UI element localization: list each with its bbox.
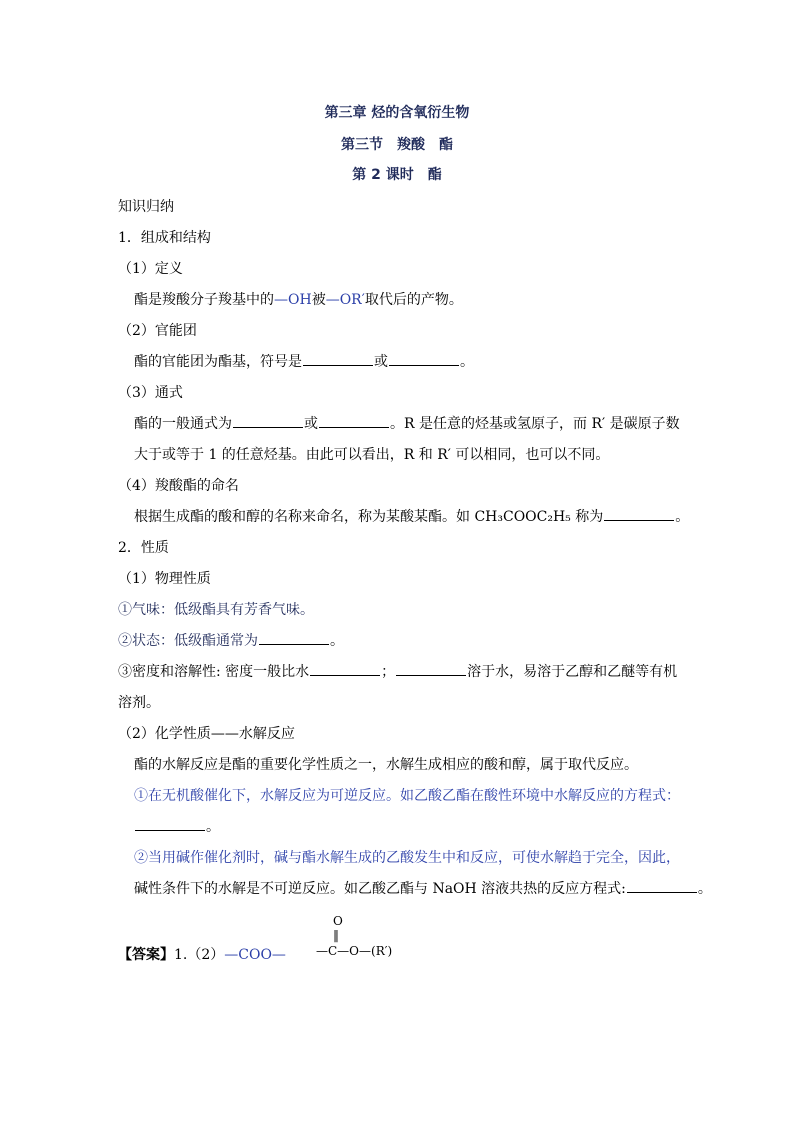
state-text bbox=[118, 632, 344, 650]
base-hydrolysis-text-b: 碱性条件下的水解是不可逆反应。如乙酸乙酯与 NaOH 溶液共热的反应方程式: bbox=[134, 881, 626, 897]
fg-text-c: 。 bbox=[460, 354, 474, 370]
gf-text-b: 或 bbox=[304, 416, 318, 432]
density-text bbox=[118, 663, 677, 681]
hydrolysis-text: 酯的水解反应是酯的重要化学性质之一，水解生成相应的酸和醇，属于取代反应。 bbox=[134, 757, 638, 773]
ester-formula-oxygen: O bbox=[333, 914, 343, 928]
ester-formula-chain: —C—O—(R′) bbox=[316, 944, 393, 958]
state-text-b: 。 bbox=[330, 633, 344, 649]
sub-heading-physical: （1）物理性质 bbox=[118, 571, 211, 587]
general-formula-text bbox=[134, 415, 680, 433]
gf-text-a: 酯的一般通式为 bbox=[134, 416, 232, 432]
fill-blank[interactable] bbox=[233, 415, 303, 428]
fill-blank[interactable] bbox=[396, 663, 466, 676]
acid-hydrolysis-blank bbox=[134, 818, 220, 836]
fill-blank[interactable] bbox=[319, 415, 389, 428]
fg-text-b: 或 bbox=[374, 354, 388, 370]
sub-heading-naming: （4）羧酸酯的命名 bbox=[118, 478, 239, 494]
chapter-title: 第三章 烃的含氧衍生物 bbox=[324, 105, 470, 121]
definition-text-a: 酯是羧酸分子羧基中的 bbox=[134, 292, 274, 308]
section-title: 第三节 羧酸 酯 bbox=[341, 137, 453, 153]
answer-ester-group: —COO— bbox=[224, 947, 286, 963]
definition-text-b: 被 bbox=[311, 292, 326, 308]
section-2-heading: 2．性质 bbox=[118, 540, 169, 556]
fill-blank[interactable] bbox=[627, 880, 697, 893]
lesson-title: 第 2 课时 酯 bbox=[352, 167, 442, 183]
fill-blank[interactable] bbox=[259, 632, 329, 645]
density-text-a: ③密度和溶解性: 密度一般比水 bbox=[118, 664, 310, 680]
naming-text bbox=[134, 508, 689, 526]
answer-text: 1.（2） bbox=[174, 947, 225, 963]
oh-group: —OH bbox=[274, 292, 312, 308]
sub-heading-general-formula: （3）通式 bbox=[118, 385, 183, 401]
fill-blank[interactable] bbox=[135, 818, 205, 831]
base-hydrolysis-text: ②当用碱作催化剂时，碱与酯水解生成的乙酸发生中和反应，可使水解趋于完全，因此， bbox=[134, 850, 680, 866]
state-text-a: ②状态：低级酯通常为 bbox=[118, 633, 258, 649]
or-group: —OR′ bbox=[325, 292, 365, 308]
functional-group-text bbox=[134, 353, 474, 371]
general-formula-text-cont: 大于或等于 1 的任意烃基。由此可以看出，R 和 R′ 可以相同，也可以不同。 bbox=[134, 447, 610, 463]
sub-heading-definition: （1）定义 bbox=[118, 261, 183, 277]
gf-text-c: 。R 是任意的烃基或氢原子，而 R′ 是碳原子数 bbox=[390, 416, 680, 432]
density-text-cont: 溶剂。 bbox=[118, 695, 160, 711]
fill-blank[interactable] bbox=[310, 663, 380, 676]
ester-formula-double-bond: ‖ bbox=[333, 928, 339, 942]
sub-heading-chemical: （2）化学性质——水解反应 bbox=[118, 726, 295, 742]
density-text-b: ； bbox=[381, 664, 396, 680]
naming-text-a: 根据生成酯的酸和醇的名称来命名，称为某酸某酯。如 CH₃COOC₂H₅ 称为 bbox=[134, 509, 604, 525]
naming-text-b: 。 bbox=[675, 509, 690, 525]
fill-blank[interactable] bbox=[303, 353, 373, 366]
acid-hydrolysis-text: ①在无机酸催化下，水解反应为可逆反应。如乙酸乙酯在酸性环境中水解反应的方程式： bbox=[134, 788, 680, 804]
density-text-c: 溶于水，易溶于乙醇和乙醚等有机 bbox=[467, 664, 678, 680]
answer-label: 【答案】 bbox=[118, 947, 174, 963]
smell-text: ①气味：低级酯具有芳香气味。 bbox=[118, 602, 314, 618]
answer-line bbox=[118, 946, 286, 964]
acid-hydrolysis-end: 。 bbox=[206, 819, 220, 835]
section-1-heading: 1．组成和结构 bbox=[118, 230, 211, 246]
base-hydrolysis-end: 。 bbox=[697, 881, 712, 897]
fill-blank[interactable] bbox=[389, 353, 459, 366]
sub-heading-functional-group: （2）官能团 bbox=[118, 323, 197, 339]
intro-heading: 知识归纳 bbox=[118, 199, 174, 215]
definition-text bbox=[134, 291, 463, 309]
base-hydrolysis-text-cont bbox=[134, 880, 712, 898]
definition-text-c: 取代后的产物。 bbox=[364, 292, 463, 308]
fill-blank[interactable] bbox=[604, 508, 674, 521]
fg-text-a: 酯的官能团为酯基，符号是 bbox=[134, 354, 302, 370]
